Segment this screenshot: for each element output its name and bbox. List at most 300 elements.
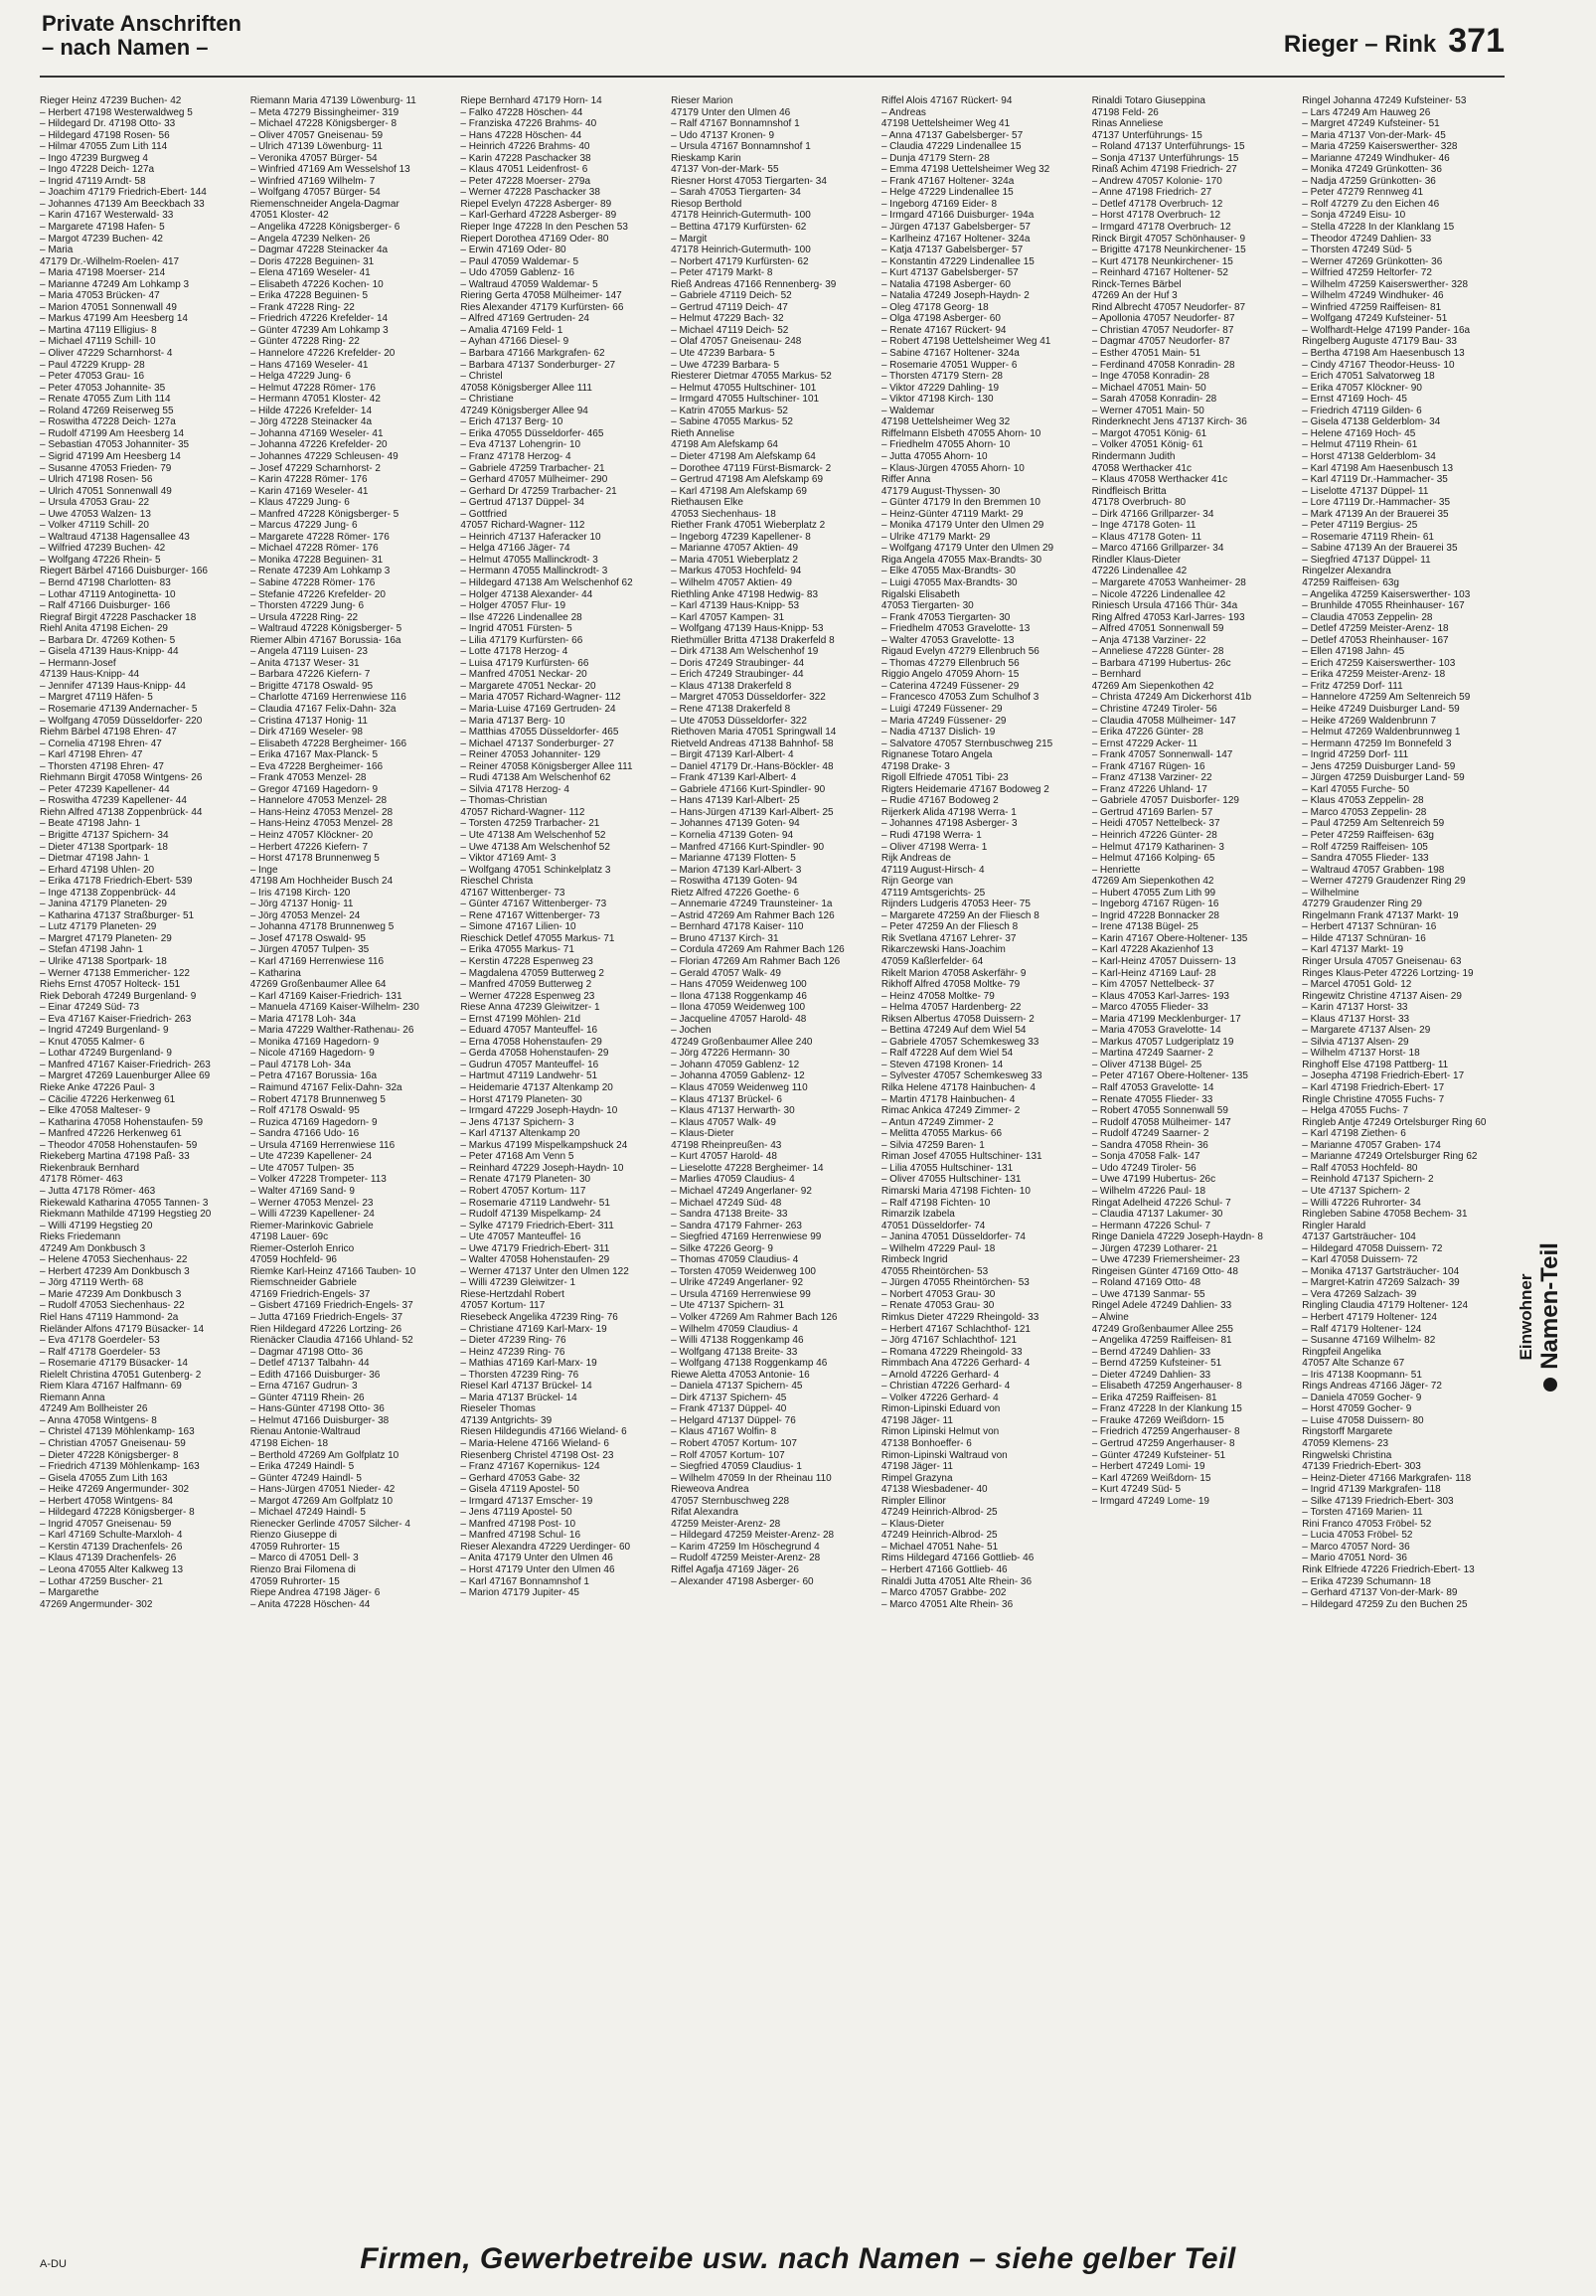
directory-entry: – Gabriele 47259 Trarbacher- 21 (460, 462, 605, 474)
directory-entry: Rindler Klaus-Dieter (1091, 554, 1182, 566)
directory-entry: 47178 Overbruch- 80 (1091, 497, 1187, 509)
directory-entry: – Hildegard Dr. 47198 Otto- 33 (40, 118, 176, 130)
directory-entry: Riesterer Dietmar 47055 Markus- 52 (671, 371, 832, 383)
directory-entry: – Matthias 47055 Düsseldorfer- 465 (460, 727, 619, 738)
directory-entry: Riekmann Mathilde 47199 Hegstieg 20 (40, 1209, 212, 1221)
directory-entry: – Helene 47169 Hoch- 45 (1302, 427, 1416, 439)
directory-entry: 47249 Großenbaumer Allee 255 (1091, 1323, 1233, 1335)
directory-entry: – Erika 47226 Günter- 28 (1091, 727, 1203, 738)
directory-entry: – Thomas 47059 Claudius- 4 (671, 1254, 799, 1266)
directory-entry: – Herbert 47198 Westerwaldweg 5 (40, 106, 193, 118)
directory-entry: Rinck-Ternes Bärbel (1091, 278, 1182, 290)
directory-entry: 47269 Großenbaumer Allee 64 (249, 979, 387, 991)
directory-entry: Riffel Agafja 47169 Jäger- 26 (671, 1564, 799, 1575)
directory-entry: – Erich 47137 Berg- 10 (460, 416, 563, 428)
directory-entry: – Eva 47228 Bergheimer- 166 (249, 760, 384, 772)
directory-entry: – Erna 47167 Gudrun- 3 (249, 1381, 358, 1393)
directory-entry: – Lothar 47259 Buscher- 21 (40, 1575, 163, 1587)
directory-entry: – Manfred 47226 Herkenweg 61 (40, 1128, 182, 1140)
directory-entry: 47139 Haus-Knipp- 44 (40, 669, 140, 681)
directory-entry: Rimpel Grazyna (880, 1472, 953, 1484)
directory-entry: Ringeisen Günter 47169 Otto- 48 (1091, 1265, 1238, 1277)
directory-entry: Rieweova Andrea (671, 1484, 749, 1496)
directory-entry: – Klaus 47053 Karl-Jarres- 193 (1091, 990, 1229, 1002)
directory-entry: – Norbert 47053 Grau- 30 (880, 1288, 996, 1300)
directory-entry: – Jörg 47226 Hermann- 30 (671, 1048, 790, 1060)
directory-entry: – Uwe 47239 Barbara- 5 (671, 359, 780, 371)
directory-entry: – Margarete 47228 Römer- 176 (249, 531, 390, 543)
directory-entry: – Hans-Jürgen 47051 Nieder- 42 (249, 1484, 396, 1496)
directory-entry: 47051 Kloster- 42 (249, 210, 329, 222)
directory-entry: – Peter 47167 Obere-Holtener- 135 (1091, 1070, 1248, 1082)
directory-entry: – Angela 47239 Nelken- 26 (249, 233, 371, 245)
directory-entry: – Ralf 47198 Fichten- 10 (880, 1197, 991, 1209)
directory-entry: – Mark 47139 An der Brauerei 35 (1302, 508, 1449, 520)
directory-entry: – Doris 47249 Straubinger- 44 (671, 657, 805, 669)
directory-entry: – Erika 47167 Max-Planck- 5 (249, 749, 379, 761)
directory-entry: – Ingrid 47119 Arndt- 58 (40, 175, 146, 187)
directory-entry: 47198 Lauer- 69c (249, 1231, 329, 1243)
directory-entry: – Johannes 47229 Schleusen- 49 (249, 450, 399, 462)
directory-entry: – Karl 47137 Altenkamp 20 (460, 1128, 580, 1140)
directory-entry: – Frauke 47269 Weißdorn- 15 (1091, 1414, 1224, 1426)
directory-entry: Rink Elfriede 47226 Friedrich-Ebert- 13 (1302, 1564, 1475, 1575)
directory-entry: – Margot 47239 Buchen- 42 (40, 233, 163, 245)
directory-entry: – Günter 47228 Ring- 22 (249, 336, 360, 348)
directory-entry: – Siegfried 47169 Herrenwiese 99 (671, 1231, 822, 1243)
directory-entry: Ringling Claudia 47179 Holtener- 124 (1302, 1300, 1469, 1312)
directory-column (250, 95, 453, 2232)
directory-entry: – Detlef 47053 Rheinhauser- 167 (1302, 634, 1449, 646)
directory-entry: Rijk Andreas de (880, 853, 951, 865)
directory-column (460, 95, 663, 2232)
directory-entry: – Rudolf 47058 Mülheimer- 147 (1091, 1116, 1231, 1128)
directory-entry: Rieschel Christa (460, 876, 534, 888)
directory-entry: – Barbara 47226 Kiefern- 7 (249, 669, 371, 681)
directory-entry: – Anita 47137 Weser- 31 (249, 657, 360, 669)
directory-entry: – Iris 47198 Kirch- 120 (249, 887, 351, 899)
directory-entry: – Erich 47249 Straubinger- 44 (671, 669, 804, 681)
directory-entry: – Peter 47168 Am Venn 5 (460, 1151, 574, 1163)
directory-entry: – Klaus-Dieter (671, 1128, 734, 1140)
directory-entry: 47058 Königsberger Allee 111 (460, 382, 592, 394)
directory-entry: – Friedhelm 47055 Ahorn- 10 (880, 439, 1011, 451)
directory-entry: – Jutta 47178 Römer- 463 (40, 1185, 156, 1197)
directory-entry: – Waltraud 47228 Königsberger- 5 (249, 623, 402, 635)
directory-entry: – Christian 47226 Gerhard- 4 (880, 1381, 1011, 1393)
directory-entry: 47249 Heinrich-Albrod- 25 (880, 1530, 998, 1542)
directory-entry: Riesop Berthold (671, 198, 742, 210)
directory-entry: Rikarczewski Hans-Joachim (880, 944, 1006, 956)
directory-entry: – Werner 47228 Paschacker 38 (460, 187, 600, 199)
directory-entry: Ringler Harald (1302, 1220, 1366, 1231)
directory-entry: 47059 Ruhrorter- 15 (249, 1541, 340, 1553)
directory-entry: – Thomas-Christian (460, 795, 548, 807)
directory-entry: Rimarzik Izabela (880, 1209, 955, 1221)
directory-entry: 47053 Siechenhaus- 18 (671, 508, 776, 520)
directory-entry: 47059 Kaßlerfelder- 64 (880, 956, 984, 968)
directory-entry: – Detlef 47259 Meister-Arenz- 18 (1302, 623, 1449, 635)
heading-line-1: Private Anschriften (42, 11, 241, 36)
directory-entry: 47269 An der Huf 3 (1091, 290, 1178, 302)
directory-entry: – Berthold 47269 Am Golfplatz 10 (249, 1449, 399, 1461)
directory-entry: – Janina 47179 Planeten- 29 (40, 899, 167, 910)
directory-entry: – Karl 47058 Duissern- 72 (1302, 1254, 1418, 1266)
directory-entry: Rinderknecht Jens 47137 Kirch- 36 (1091, 416, 1247, 428)
directory-entry: – Lore 47119 Dr.-Hammacher- 35 (1302, 497, 1451, 509)
directory-entry: – Marco 47166 Grillparzer- 34 (1091, 543, 1224, 555)
directory-entry: Rielelt Christina 47051 Gutenberg- 2 (40, 1369, 202, 1381)
directory-entry: – Magdalena 47059 Butterweg 2 (460, 967, 604, 979)
directory-entry: Ringstorff Margarete (1302, 1426, 1393, 1438)
directory-entry: Rienau Antonie-Waltraud (249, 1426, 361, 1438)
directory-entry: – Heidi 47057 Nettelbeck- 37 (1091, 818, 1220, 830)
directory-entry: – Klaus 47137 Horst- 33 (1302, 1013, 1410, 1025)
directory-entry: – Ilona 47138 Roggenkamp 46 (671, 990, 807, 1002)
directory-entry: – Dagmar 47228 Steinacker 4a (249, 245, 389, 256)
directory-entry: – Werner 47138 Emmericher- 122 (40, 967, 190, 979)
directory-entry: – Maria 47178 Loh- 34a (249, 1013, 356, 1025)
directory-entry: – Waltraud 47059 Waldemar- 5 (460, 278, 598, 290)
directory-entry: 47178 Heinrich-Gutermuth- 100 (671, 210, 811, 222)
directory-entry: Rimon-Lipinski Eduard von (880, 1403, 1001, 1415)
directory-entry: – Hans-Heinz 47053 Menzel- 28 (249, 806, 394, 818)
directory-entry: – Karin 47228 Römer- 176 (249, 474, 368, 486)
directory-entry: – Barbara Dr. 47269 Kothen- 5 (40, 634, 176, 646)
directory-entry: Riemer-Marinkovic Gabriele (249, 1220, 374, 1231)
directory-entry: – Renate 47055 Flieder- 33 (1091, 1093, 1213, 1105)
directory-entry: – Ulrich 47198 Rosen- 56 (40, 474, 153, 486)
directory-entry: – Renate 47053 Grau- 30 (880, 1300, 995, 1312)
directory-entry: – Dieter 47249 Dahlien- 33 (1091, 1369, 1211, 1381)
directory-entry: – Horst 47179 Unter den Ulmen 46 (460, 1564, 615, 1575)
directory-entry: – Bernd 47259 Kufsteiner- 51 (1091, 1358, 1222, 1370)
directory-entry: – Manuela 47169 Kaiser-Wilhelm- 230 (249, 1002, 419, 1014)
directory-entry: – Wolfgang 47057 Bürger- 54 (249, 187, 381, 199)
directory-listing (40, 95, 1505, 2232)
directory-entry: – Heinz 47239 Ring- 76 (460, 1346, 565, 1358)
directory-entry: – Siegfried 47059 Claudius- 1 (671, 1461, 802, 1473)
directory-entry: Ringhoff Else 47198 Pattberg- 11 (1302, 1059, 1449, 1070)
directory-entry: – Helma 47057 Hardenberg- 22 (880, 1002, 1022, 1014)
directory-entry: 47198 Uettelsheimer Weg 32 (880, 416, 1011, 428)
directory-entry: – Erika 47259 Meister-Arenz- 18 (1302, 669, 1446, 681)
directory-entry: – Klaus 47051 Leidenfrost- 6 (460, 164, 588, 176)
directory-entry: Riemer Albin 47167 Borussia- 16a (249, 634, 401, 646)
directory-entry: – Inge (249, 864, 278, 876)
directory-entry: – Elena 47169 Weseler- 41 (249, 267, 371, 279)
directory-entry: – Torsten 47259 Trarbacher- 21 (460, 818, 600, 830)
directory-entry: – Wilhelm 47249 Windhuker- 46 (1302, 290, 1444, 302)
directory-entry: – Oleg 47178 Georg- 18 (880, 301, 989, 313)
directory-entry: – Paul 47178 Loh- 34a (249, 1059, 351, 1070)
directory-entry: – Ralf 47179 Holtener- 124 (1302, 1323, 1422, 1335)
directory-entry: – Dietmar 47198 Jahn- 1 (40, 853, 150, 865)
directory-entry: Rilka Helene 47178 Hainbuchen- 4 (880, 1082, 1036, 1094)
directory-entry: – Irene 47138 Bügel- 25 (1091, 921, 1198, 933)
directory-entry: – Dirk 47137 Spichern- 45 (671, 1392, 787, 1403)
directory-entry: – Manfred 47051 Neckar- 20 (460, 669, 587, 681)
directory-entry: – Werner 47137 Unter den Ulmen 122 (460, 1265, 629, 1277)
directory-entry: Rien Hildegard 47226 Lortzing- 26 (249, 1323, 402, 1335)
directory-entry: – Astrid 47269 Am Rahmer Bach 126 (671, 909, 835, 921)
directory-entry: – Ute 47138 Am Welschenhof 52 (460, 830, 606, 841)
directory-entry: – Oliver 47055 Hultschiner- 131 (880, 1174, 1022, 1186)
directory-entry: – Ayhan 47166 Diesel- 9 (460, 336, 569, 348)
directory-entry: – Erika 47178 Friedrich-Ebert- 539 (40, 876, 193, 888)
directory-entry: 47169 Friedrich-Engels- 37 (249, 1288, 371, 1300)
directory-entry: – Eva 47178 Goerdeler- 53 (40, 1335, 160, 1347)
directory-entry: – Sarah 47058 Konradin- 28 (1091, 394, 1217, 406)
directory-entry: – Klaus-Jürgen 47055 Ahorn- 10 (880, 462, 1025, 474)
directory-entry: – Horst 47138 Gelderblom- 34 (1302, 450, 1436, 462)
directory-entry: – Johanna 47226 Krefelder- 20 (249, 439, 388, 451)
directory-entry: – Johann 47059 Gablenz- 12 (671, 1059, 800, 1070)
directory-entry: – Helga 47055 Fuchs- 7 (1302, 1105, 1409, 1117)
directory-entry: – Michael 47228 Römer- 176 (249, 543, 379, 555)
directory-entry: Riemann Anna (40, 1392, 105, 1403)
page-number: 371 (1448, 22, 1505, 60)
directory-entry: Rigaud Evelyn 47279 Ellenbruch 56 (880, 646, 1039, 658)
directory-column (1302, 95, 1505, 2232)
directory-entry: – Daniela 47059 Gocher- 9 (1302, 1392, 1422, 1403)
directory-entry: – Wolfgang 47179 Unter den Ulmen 29 (880, 543, 1054, 555)
directory-entry: Ries Alexander 47179 Kurfürsten- 66 (460, 301, 624, 313)
directory-entry: – Heinz 47058 Moltke- 79 (880, 990, 995, 1002)
directory-entry: – Eva 47137 Lohengrin- 10 (460, 439, 581, 451)
directory-entry: – Dieter 47239 Ring- 76 (460, 1335, 566, 1347)
directory-entry: – Jochen (671, 1025, 712, 1037)
directory-entry: – Wilhelm 47226 Paul- 18 (1091, 1185, 1206, 1197)
directory-entry: – Ellen 47198 Jahn- 45 (1302, 646, 1405, 658)
directory-entry: Riemke Karl-Heinz 47166 Tauben- 10 (249, 1265, 416, 1277)
directory-entry: – Herbert 47167 Schlachthof- 121 (880, 1323, 1031, 1335)
directory-entry: Rini Franco 47053 Fröbel- 52 (1302, 1518, 1432, 1530)
directory-entry: – Markus 47053 Hochfeld- 94 (671, 566, 802, 577)
directory-entry: – Marco 47051 Alte Rhein- 36 (880, 1598, 1014, 1610)
directory-entry: – Hermann 47259 Im Bonnefeld 3 (1302, 738, 1452, 749)
directory-entry: – Dagmar 47198 Otto- 36 (249, 1346, 364, 1358)
directory-entry: – Gabriele 47057 Schemkesweg 33 (880, 1036, 1039, 1048)
directory-entry: – Maria 47229 Walther-Rathenau- 26 (249, 1025, 414, 1037)
directory-entry: 47269 Am Siepenkothen 42 (1091, 876, 1214, 888)
directory-entry: Rimmbach Ana 47226 Gerhard- 4 (880, 1358, 1031, 1370)
directory-entry: – Emma 47198 Uettelsheimer Weg 32 (880, 164, 1050, 176)
directory-entry: – Lieselotte 47228 Bergheimer- 14 (671, 1162, 824, 1174)
directory-entry: – Hans 47059 Weidenweg 100 (671, 979, 807, 991)
directory-entry: – Erhard 47198 Uhlen- 20 (40, 864, 155, 876)
directory-entry: Riether Frank 47051 Wieberplatz 2 (671, 520, 826, 532)
directory-entry: Riepel Evelyn 47228 Asberger- 89 (460, 198, 612, 210)
directory-entry: 47179 Dr.-Wilhelm-Roelen- 417 (40, 255, 180, 267)
directory-entry: – Barbara 47166 Markgrafen- 62 (460, 348, 605, 360)
directory-entry: – Claudia 47137 Lakumer- 30 (1091, 1209, 1223, 1221)
directory-entry: – Wolfgang 47138 Breite- 33 (671, 1346, 798, 1358)
directory-entry: – Gerda 47058 Hohenstaufen- 29 (460, 1048, 609, 1060)
directory-entry: – Dirk 47166 Grillparzer- 34 (1091, 508, 1214, 520)
directory-entry: Rings Andreas 47166 Jäger- 72 (1302, 1381, 1442, 1393)
directory-entry: Rieger Heinz 47239 Buchen- 42 (40, 95, 182, 106)
directory-entry: – Helge 47229 Lindenallee 15 (880, 187, 1014, 199)
directory-entry: – Ute 47057 Tulpen- 35 (249, 1162, 355, 1174)
directory-entry: – Ursula 47169 Herrenwiese 99 (671, 1288, 811, 1300)
directory-column (881, 95, 1084, 2232)
directory-entry: – Barbara 47137 Sonderburger- 27 (460, 359, 616, 371)
directory-entry: 47179 Unter den Ulmen 46 (671, 106, 791, 118)
directory-entry: – Hans 47139 Karl-Albert- 25 (671, 795, 800, 807)
directory-entry: Riem Klara 47167 Halfmann- 69 (40, 1381, 182, 1393)
directory-entry: – Dieter 47228 Königsberger- 8 (40, 1449, 179, 1461)
directory-entry: – Günter 47249 Kufsteiner- 51 (1091, 1449, 1226, 1461)
directory-entry: Rieks Friedemann (40, 1231, 121, 1243)
directory-entry: – Ingo 47228 Deich- 127a (40, 164, 155, 176)
directory-entry: – Wolfgang 47249 Kufsteiner- 51 (1302, 313, 1448, 325)
directory-entry: – Cristina 47137 Honig- 11 (249, 715, 368, 727)
directory-entry: 47137 Gartsträucher- 104 (1302, 1231, 1416, 1243)
directory-entry: – Angelika 47228 Königsberger- 6 (249, 222, 400, 234)
directory-entry: – Norbert 47179 Kurfürsten- 62 (671, 255, 809, 267)
directory-entry: – Wolfgang 47138 Roggenkamp 46 (671, 1358, 828, 1370)
directory-entry: – Maria 47259 Kaiserswerther- 328 (1302, 141, 1458, 153)
directory-entry: – Gerhard 47053 Gabe- 32 (460, 1472, 580, 1484)
directory-entry: – Heinrich 47226 Brahms- 40 (460, 141, 590, 153)
directory-entry: – Wolfgang 47226 Rhein- 5 (40, 554, 161, 566)
directory-entry: – Katja 47137 Gabelsberger- 57 (880, 245, 1024, 256)
directory-entry: – Erich 47259 Kaiserswerther- 103 (1302, 657, 1456, 669)
directory-entry: – Manfred 47059 Butterweg 2 (460, 979, 592, 991)
directory-entry: Ringelberg Auguste 47179 Bau- 33 (1302, 336, 1457, 348)
directory-entry: Riese-Hertzdahl Robert (460, 1288, 564, 1300)
directory-entry: – Helmut 47119 Rhein- 61 (1302, 439, 1418, 451)
directory-entry: – Edith 47166 Duisburger- 36 (249, 1369, 381, 1381)
directory-entry: – Erika 47239 Schumann- 18 (1302, 1575, 1431, 1587)
directory-entry: – Manfred 47167 Kaiser-Friedrich- 263 (40, 1059, 211, 1070)
directory-entry: – Rudolf 47053 Siechenhaus- 22 (40, 1300, 185, 1312)
directory-entry: – Karl 47139 Haus-Knipp- 53 (671, 600, 800, 612)
directory-entry: – Gertrud 47259 Angerhauser- 8 (1091, 1437, 1235, 1449)
side-tab-line-1: Einwohner (1516, 1273, 1535, 1361)
directory-entry: Rignanese Totaro Angela (880, 749, 993, 761)
directory-entry: – Hans-Günter 47198 Otto- 36 (249, 1403, 385, 1415)
directory-entry: – Friedrich 47226 Krefelder- 14 (249, 313, 389, 325)
directory-entry: Rietveld Andreas 47138 Bahnhof- 58 (671, 738, 834, 749)
directory-entry: – Roswitha 47239 Kapellener- 44 (40, 795, 187, 807)
directory-entry: – Leona 47055 Alter Kalkweg 13 (40, 1564, 183, 1575)
directory-entry: – Karl-Heinz 47057 Duissern- 13 (1091, 956, 1236, 968)
directory-entry: – Oliver 47138 Bügel- 25 (1091, 1059, 1202, 1070)
directory-entry: – Margarete 47053 Wanheimer- 28 (1091, 576, 1246, 588)
directory-entry: – Gisela 47139 Haus-Knipp- 44 (40, 646, 179, 658)
directory-entry: – Ralf 47053 Gravelotte- 14 (1091, 1082, 1214, 1094)
directory-entry: 47178 Römer- 463 (40, 1174, 123, 1186)
directory-entry: – Helga 47166 Jäger- 74 (460, 543, 570, 555)
directory-entry: – Rudi 47138 Am Welschenhof 62 (460, 772, 611, 784)
directory-entry: – Wolfgang 47059 Düsseldorfer- 220 (40, 715, 203, 727)
footer-code: A-DU (40, 2258, 67, 2270)
directory-entry: – Elke 47055 Max-Brandts- 30 (880, 566, 1016, 577)
directory-entry: Rind Albrecht 47057 Neudorfer- 87 (1091, 301, 1246, 313)
directory-entry: – Silke 47226 Georg- 9 (671, 1242, 773, 1254)
directory-entry: – Hans-Jürgen 47139 Karl-Albert- 25 (671, 806, 834, 818)
directory-entry: – Peter 47179 Markt- 8 (671, 267, 773, 279)
directory-entry: – Anja 47138 Varziner- 22 (1091, 634, 1206, 646)
directory-entry: Rinas Anneliese (1091, 118, 1164, 130)
directory-entry: Rieser Marion (671, 95, 733, 106)
directory-entry: – Roland 47169 Otto- 48 (1091, 1277, 1201, 1289)
directory-entry: – Stefan 47198 Jahn- 1 (40, 944, 143, 956)
directory-entry: – Peter 47279 Rennweg 41 (1302, 187, 1424, 199)
directory-entry: – Wolfgang 47051 Schinkelplatz 3 (460, 864, 611, 876)
directory-entry: – Dunja 47179 Stern- 28 (880, 152, 990, 164)
directory-entry: Rieß Andreas 47166 Rennenberg- 39 (671, 278, 837, 290)
directory-entry: – Maria 47057 Richard-Wagner- 112 (460, 692, 621, 704)
directory-entry: – Petra 47167 Borussia- 16a (249, 1070, 378, 1082)
directory-entry: – Erna 47058 Hohenstaufen- 29 (460, 1036, 602, 1048)
directory-entry: – Maria 47053 Gravelotte- 14 (1091, 1025, 1221, 1037)
directory-entry: – Knut 47055 Kalmer- 6 (40, 1036, 145, 1048)
directory-entry: – Rosemarie 47139 Andernacher- 5 (40, 703, 198, 715)
directory-entry: – Bernd 47249 Dahlien- 33 (1091, 1346, 1211, 1358)
directory-entry: Ringel Adele 47249 Dahlien- 33 (1091, 1300, 1232, 1312)
directory-entry: – Ulrike 47138 Sportpark- 18 (40, 956, 167, 968)
directory-entry: – Bernhard 47178 Kaiser- 110 (671, 921, 804, 933)
directory-entry: – Rolf 47279 Zu den Eichen 46 (1302, 198, 1440, 210)
directory-entry: 47119 Amtsgerichts- 25 (880, 887, 986, 899)
directory-entry: – Klaus 47057 Walk- 49 (671, 1116, 776, 1128)
directory-entry: – Franz 47178 Herzog- 4 (460, 450, 571, 462)
directory-entry: – Ilona 47059 Weidenweg 100 (671, 1002, 806, 1014)
directory-entry: – Margarethe (40, 1587, 99, 1599)
directory-entry: – Doris 47228 Beguinen- 31 (249, 255, 375, 267)
directory-entry: – Ernst 47229 Acker- 11 (1091, 738, 1198, 749)
directory-entry: – Klaus 47138 Drakerfeld 8 (671, 680, 792, 692)
directory-entry: – Bernd 47198 Charlotten- 83 (40, 576, 171, 588)
directory-entry: – Katrin 47055 Markus- 52 (671, 405, 788, 416)
directory-entry: Ringpfeil Angelika (1302, 1346, 1381, 1358)
directory-entry: – Ilse 47226 Lindenallee 28 (460, 611, 582, 623)
directory-entry: – Johanna 47059 Gablenz- 12 (671, 1070, 805, 1082)
directory-entry: 47139 Antgrichts- 39 (460, 1414, 553, 1426)
directory-entry: Rienäcker Claudia 47166 Uhland- 52 (249, 1335, 413, 1347)
directory-entry: – Winfried 47169 Am Wesselshof 13 (249, 164, 410, 176)
directory-entry: Rigters Heidemarie 47167 Bodoweg 2 (880, 783, 1049, 795)
directory-entry: 47249 Heinrich-Albrod- 25 (880, 1507, 998, 1519)
directory-entry: – Hildegard 47259 Meister-Arenz- 28 (671, 1530, 835, 1542)
directory-entry: – Paul 47059 Waldemar- 5 (460, 255, 579, 267)
directory-entry: – Siegfried 47137 Düppel- 11 (1302, 554, 1431, 566)
directory-entry: – Sandra 47179 Fahrner- 263 (671, 1220, 802, 1231)
directory-entry: – Olga 47198 Asberger- 60 (880, 313, 1001, 325)
directory-entry: – Margret 47053 Düsseldorfer- 322 (671, 692, 826, 704)
directory-entry: – Robert 47178 Brunnenweg 5 (249, 1093, 386, 1105)
directory-entry: – Uwe 47199 Hubertus- 26c (1091, 1174, 1216, 1186)
directory-entry: – Vera 47269 Salzach- 39 (1302, 1288, 1417, 1300)
directory-entry: – Kurt 47249 Süd- 5 (1091, 1484, 1182, 1496)
directory-entry: – Maria 47199 Mecklenburger- 17 (1091, 1013, 1241, 1025)
directory-entry: – Eduard 47057 Manteuffel- 16 (460, 1025, 598, 1037)
directory-entry: – Michael 47137 Sonderburger- 27 (460, 738, 614, 749)
directory-entry: – Herbert 47179 Holtener- 124 (1302, 1311, 1437, 1323)
directory-entry: – Heike 47249 Duisburger Land- 59 (1302, 703, 1460, 715)
directory-entry: – Markus 47199 Mispelkampshuck 24 (460, 1139, 628, 1151)
directory-entry: Riggio Angelo 47059 Ahorn- 15 (880, 669, 1020, 681)
directory-entry: 47249 Am Donkbusch 3 (40, 1242, 146, 1254)
directory-entry: – Holger 47057 Flur- 19 (460, 600, 566, 612)
directory-entry: – Karl 47198 Am Alefskamp 69 (671, 485, 807, 497)
directory-entry: – Heike 47269 Angermunder- 302 (40, 1484, 190, 1496)
directory-entry: – Marcel 47051 Gold- 12 (1302, 979, 1412, 991)
directory-entry: – Elisabeth 47259 Angerhauser- 8 (1091, 1381, 1242, 1393)
